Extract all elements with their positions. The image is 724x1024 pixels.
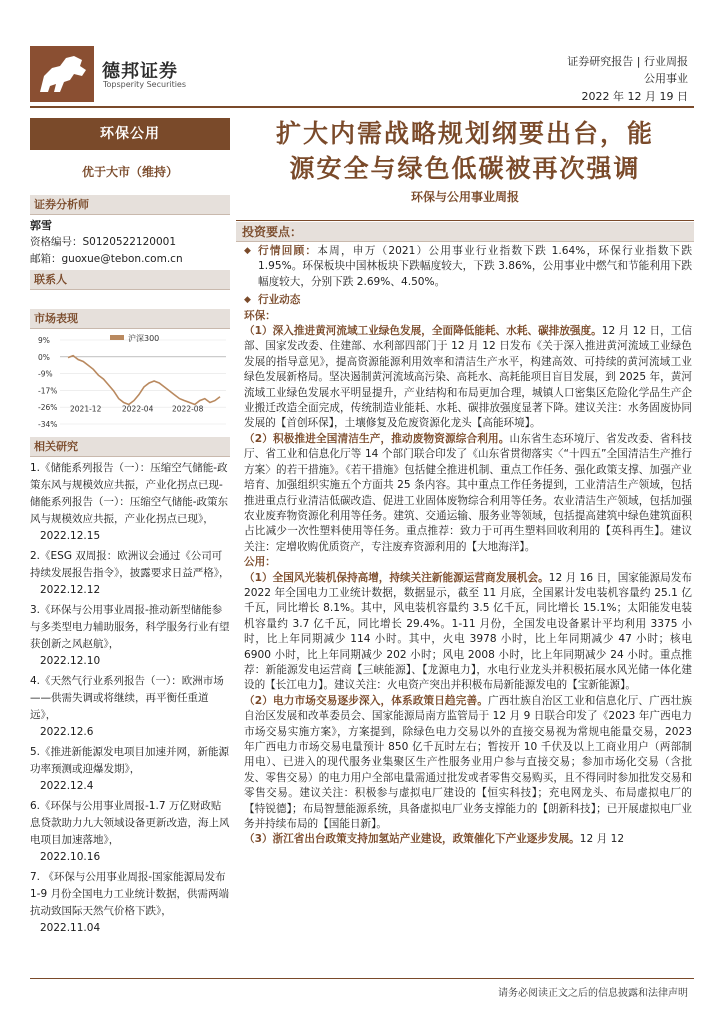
review-text: 本周，申万（2021）公用事业行业指数下跌 1.64%，环保行业指数下跌 1.95%。环保板块中国林板块下跌幅度较大，下跌 3.86%，公用事业中燃气和节能利用下跌幅度较大，分别下跌 2.69%、4.50%。 [258,245,693,288]
market-section-head: 市场表现 [30,309,230,329]
util1-head: （1）全国风光装机保持高增，持续关注新能源运营商发展机会。 [244,571,549,584]
related-report-item[interactable] [30,673,230,741]
related-report-date: 2022.12.6 [40,726,94,738]
util3-paragraph [244,832,692,847]
env1-head: （1）深入推进黄河流域工业绿色发展，全面降低能耗、水耗、碳排放强度。 [244,325,602,338]
related-report-title: 4.《天然气行业系列报告（一）：欧洲市场——供需失调或将继续，再平衡任重道远》， [30,675,224,721]
report-subtitle: 环保与公用事业周报 [410,190,519,204]
market-review-paragraph [244,244,692,290]
title-divider [236,220,694,221]
y-tick-label: -26% [38,403,58,413]
y-tick-label: 0% [38,352,50,362]
util3-text: 12 月 12 [579,833,625,846]
related-section-head: 相关研究 [30,437,230,457]
related-report-item[interactable] [30,460,230,545]
brand-name: 德邦证券 [102,61,178,82]
bull-logo-icon [30,46,94,102]
related-report-item[interactable] [30,798,230,866]
report-type: 证券研究报告 | 行业周报 [567,55,688,68]
report-body [244,244,692,848]
brand-english-name: Topsperity Securities [103,80,187,89]
legend-swatch-hs300 [110,335,124,340]
related-report-title: 6.《环保与公用事业周报-1.7 万亿财政贴息贷款助力九大领域设备更新改造，海上风电项目加速落地》， [30,800,230,846]
env1-paragraph [244,324,692,432]
related-report-date: 2022.12.12 [40,584,101,596]
dynamics-label: ◆ 行业动态 [244,293,692,308]
analyst-cert: 资格编号：S0120522120001 [30,236,177,248]
env-label: 环保： [244,309,276,322]
sector-label: 环保公用 [30,118,230,150]
contact-section-head: 联系人 [30,270,230,290]
env2-paragraph [244,432,692,555]
related-report-title: 3.《环保与公用事业周报-推动新型储能参与多类型电力辅助服务，科学服务行业有望获创新之风赵航》， [30,604,230,650]
related-report-title: 1.《储能系列报告（一）：压缩空气储能-政策东风与规模效应共振，产业化拐点已现-储能系列报告（一）：压缩空气储能-政策东风与规模效应共振，产业化拐点已现》， [30,462,229,525]
report-title-line1: 扩大内需战略规划纲要出台，能 [275,119,654,148]
header-divider [30,106,694,108]
y-tick-label: 9% [38,336,50,345]
key-points-head: 投资要点： [236,222,694,242]
related-report-title: 7. 《环保与公用事业周报-国家能源局发布 1-9 月份全国电力工业统计数据，供需两端抗动致国际天然气价格下跌》， [30,871,229,917]
related-report-item[interactable] [30,869,230,937]
x-tick-label: 2022-04 [122,404,154,414]
env2-text: 山东省生态环境厅、省发改委、省科技厅、省工业和信息化厅等 14 个部门联合印发了《山东省贯彻落实〈“十四五”全国清洁生产推行方案〉的若干措施》。《若干措施》包括健全推进机制、重点工作任务、强化政策支撑、加强产业培育、加强组织实施五个方面共 25 条内容。其中重点工作任务提到，工业清洁生产领域，包括推进重点行业清洁低碳改造、促进工业固体废物综合利用等任务。农业清洁生产领域，包括加强农业废弃物资源化利用等任务。建筑、交通运输、服务业等领域，包括提高建筑中绿色建筑面积占比减少一次性塑料使用等任务。重点推荐：致力于可再生塑料回收利用的【英科再生】。建议关注：定增收购优质资产，专注废弃资源利用的【大地海洋】。 [244,432,692,553]
x-tick-label: 2022-08 [172,404,204,414]
analyst-section-head: 证券分析师 [30,195,230,215]
report-date: 2022 年 12 月 19 日 [581,90,688,103]
util2-text: 广西壮族自治区工业和信息化厅、广西壮族自治区发展和改革委员会、国家能源局南方监管局于 12 月 9 日联合印发了《2023 年广西电力市场交易实施方案》，方案提到，除绿色电力交易以外的直接交易视为常规电能量交易，2023 年广西电力市场交易电量预计 850 亿千瓦时左右；暂按开 10 千伏及以上工商业用户（两部制用电）、已进入的现代服务业集聚区生产性服务业用户参与直接交易；参加市场化交易（含批发、零售交易）的电力用户全部电量需通过批发或者零售交易购买，且不得同时参加批发交易和零售交易。建议关注：积极参与虚拟电厂建设的【恒实科技】；充电网龙头、布局虚拟电厂的【特锐德】；布局智慧能源系统，具备虚拟电厂业务支撑能力的【朗新科技】；已开展虚拟电厂业务并持续布局的【国能日新】。 [244,694,693,831]
related-report-date: 2022.11.04 [40,922,101,934]
brand-logo [30,46,94,102]
review-label: 行情回顾： [258,245,318,257]
related-report-title: 2.《ESG 双周报：欧洲议会通过《公司可持续发展报告指令》，披露要求日益严格》， [30,550,230,579]
util-label: 公用： [244,556,276,569]
y-tick-label: -17% [38,386,58,396]
analyst-name: 郭雪 [30,219,52,232]
rating-label: 优于大市（维持） [81,165,178,179]
industry-label: 公用事业 [644,72,688,85]
related-reports-list [30,460,230,940]
env2-head: （2）积极推进全国清洁生产，推动废物资源综合利用。 [244,432,510,445]
legend-label-hs300: 沪深300 [128,334,160,343]
y-tick-label: -34% [38,420,58,429]
related-report-item[interactable] [30,744,230,795]
util1-paragraph [244,571,692,694]
util3-head: （3）浙江省出台政策支持加氢站产业建设，政策催化下产业逐步发展。 [244,833,580,846]
footer-disclaimer: 请务必阅读正文之后的信息披露和法律声明 [498,988,688,999]
series-line-hs300 [68,356,220,405]
util2-head: （2）电力市场交易逐步深入，体系政策日趋完善。 [244,694,488,707]
title-block [236,112,694,205]
related-report-date: 2022.12.15 [40,530,101,542]
report-title-line2: 源安全与绿色低碳被再次强调 [289,154,641,183]
related-report-date: 2022.12.4 [40,780,94,792]
related-report-item[interactable] [30,602,230,670]
y-tick-label: -9% [38,369,53,379]
util2-paragraph [244,694,692,833]
analyst-email[interactable]: 邮箱：guoxue@tebon.com.cn [30,253,183,265]
related-report-item[interactable] [30,548,230,599]
util1-text: 12 月 16 日，国家能源局发布 2022 年全国电力工业统计数据，数据显示，截至 11 月底，全国累计发电装机容量约 25.1 亿千瓦，同比增长 8.1%。其中，风电装机容量约 3.5 亿千瓦，同比增长 15.1%；太阳能发电装机容量约 3.7 亿千瓦，同比增长 29.4%。1-11 月份，全国发电设备累计平均利用 3375 小时，比上年同期减少 114 小时。其中，火电 3978 小时，比上年同期减少 47 小时；核电 6900 小时，比上年同期减少 202 小时；风电 2008 小时，比上年同期减少 24 小时。重点推荐：新能源发电运营商【三峡能源】、【龙源电力】，水电行业龙头并积极拓展水风光储一体化建设的【长江电力】。建议关注：火电资产突出并积极布局新能源发电的【宝新能源】。 [244,571,692,692]
market-performance-chart [30,330,230,435]
footer-divider [30,978,694,979]
related-report-date: 2022.10.16 [40,851,101,863]
env1-text: 12 月 12 日，工信部、国家发改委、住建部、水利部四部门于 12 月 12 日发布《关于深入推进黄河流域工业绿色发展的指导意见》，提高资源能源利用效率和清洁生产水平，构建高效、可持续的黄河流域工业绿色发展新格局。坚决遏制黄河流域高污染、高耗水、高耗能项目盲目发展，到 2025 年，黄河流域工业绿色发展水平明显提升，产业结构和布局更加合理，城镇人口密集区危险化学品生产企业搬迁改造全面完成，传统制造业能耗、水耗、碳排放强度显著下降。建议关注：水务固废协同发展的【首创环保】，土壤修复及危废资源化龙头【高能环境】。 [244,325,692,430]
related-report-title: 5.《推进新能源发电项目加速并网，新能源功率预测或迎爆发期》， [30,746,230,775]
x-tick-label: 2021-12 [70,404,102,414]
related-report-date: 2022.12.10 [40,655,101,667]
